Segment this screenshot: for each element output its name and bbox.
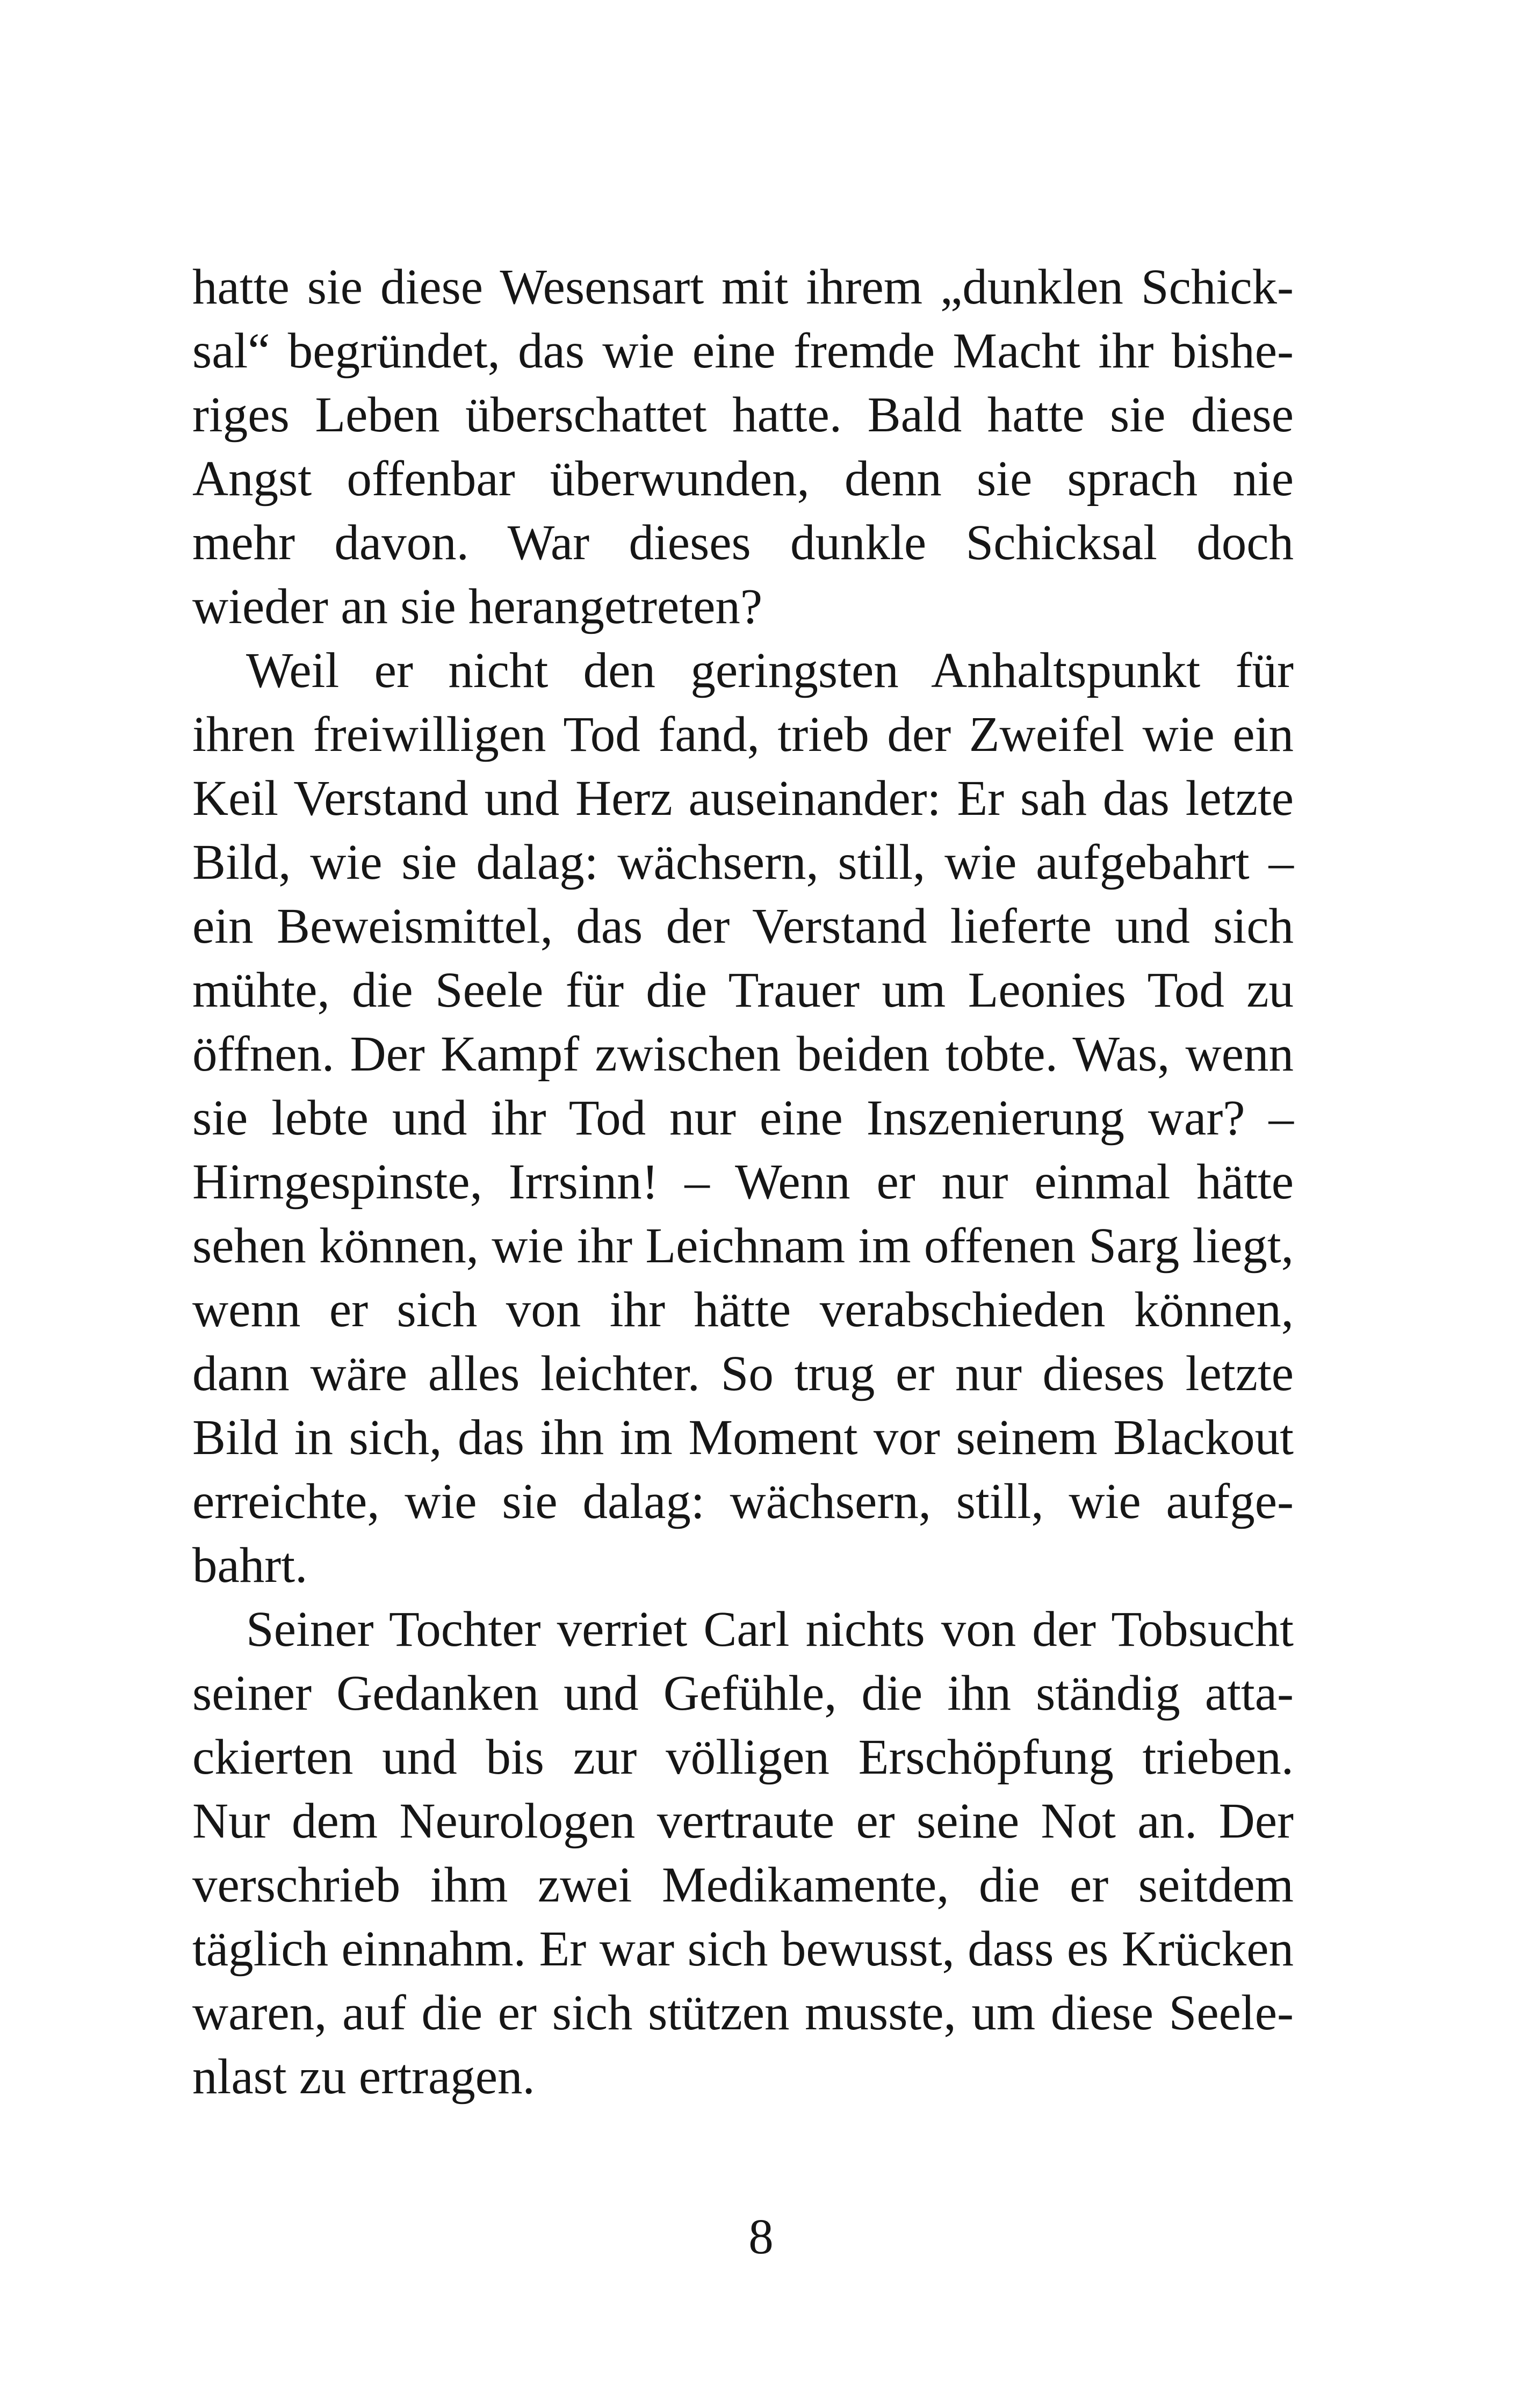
text-line: erreichte, wie sie dalag: wächsern, still, wie aufge- bbox=[192, 1474, 1294, 1529]
text-line: Weil er nicht den geringsten Anhaltspunkt für bbox=[246, 643, 1294, 698]
text-line: nlast zu ertragen. bbox=[192, 2049, 535, 2105]
body-text bbox=[192, 255, 1294, 2109]
text-line: täglich einnahm. Er war sich bewusst, dass es Krücken bbox=[192, 1921, 1294, 1977]
text-line: ein Beweismittel, das der Verstand lieferte und sich bbox=[192, 899, 1294, 954]
text-line: Seiner Tochter verriet Carl nichts von der Tobsucht bbox=[246, 1602, 1294, 1657]
text-line: Hirngespinste, Irrsinn! – Wenn er nur einmal hätte bbox=[192, 1154, 1294, 1210]
text-line: verschrieb ihm zwei Medikamente, die er seitdem bbox=[192, 1857, 1294, 1913]
text-line: wenn er sich von ihr hätte verabschieden können, bbox=[192, 1282, 1294, 1337]
text-line: Bild, wie sie dalag: wächsern, still, wie aufgebahrt – bbox=[192, 835, 1294, 890]
page-number: 8 bbox=[748, 2209, 774, 2265]
text-line: Angst offenbar überwunden, denn sie sprach nie bbox=[192, 451, 1294, 507]
text-line: seiner Gedanken und Gefühle, die ihn ständig atta- bbox=[192, 1666, 1294, 1721]
text-line: sie lebte und ihr Tod nur eine Inszenierung war? – bbox=[192, 1090, 1294, 1146]
text-line: sal“ begründet, das wie eine fremde Macht ihr bishe- bbox=[192, 323, 1294, 379]
text-line: Keil Verstand und Herz auseinander: Er sah das letzte bbox=[192, 771, 1294, 826]
text-line: dann wäre alles leichter. So trug er nur dieses letzte bbox=[192, 1346, 1294, 1401]
text-line: wieder an sie herangetreten? bbox=[192, 579, 763, 634]
text-line: sehen können, wie ihr Leichnam im offenen Sarg liegt, bbox=[192, 1218, 1294, 1274]
text-line: bahrt. bbox=[192, 1538, 308, 1593]
text-line: mühte, die Seele für die Trauer um Leonies Tod zu bbox=[192, 963, 1294, 1018]
text-line: Bild in sich, das ihn im Moment vor seinem Blackout bbox=[192, 1410, 1294, 1465]
text-line: riges Leben überschattet hatte. Bald hatte sie diese bbox=[192, 387, 1294, 443]
text-line: hatte sie diese Wesensart mit ihrem „dunklen Schick- bbox=[192, 259, 1294, 315]
text-line: waren, auf die er sich stützen musste, um diese Seele- bbox=[192, 1985, 1294, 2041]
text-line: ckierten und bis zur völligen Erschöpfung trieben. bbox=[192, 1730, 1294, 1785]
text-line: mehr davon. War dieses dunkle Schicksal doch bbox=[192, 515, 1294, 570]
text-line: Nur dem Neurologen vertraute er seine Not an. Der bbox=[192, 1794, 1294, 1849]
text-line: ihren freiwilligen Tod fand, trieb der Zweifel wie ein bbox=[192, 707, 1294, 762]
text-line: öffnen. Der Kampf zwischen beiden tobte. Was, wenn bbox=[192, 1026, 1294, 1082]
